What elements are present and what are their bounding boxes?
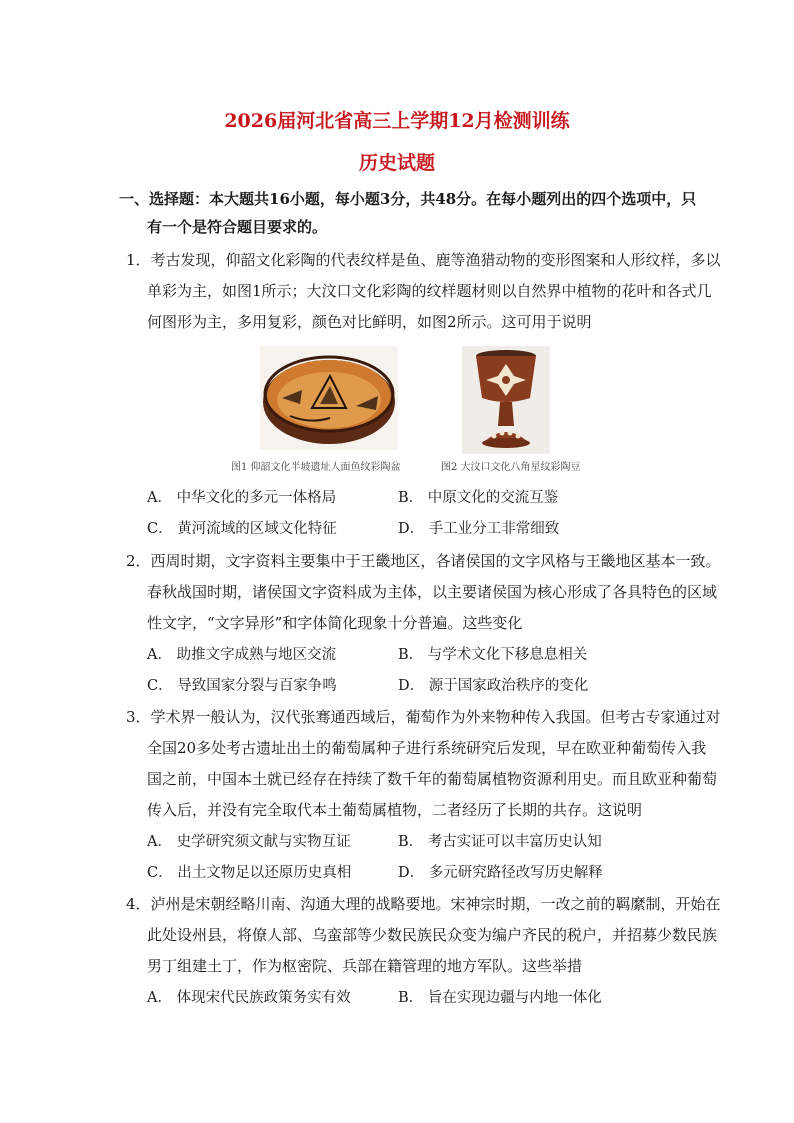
question-1-line-2: 单彩为主，如图1所示；大汶口文化彩陶的纹样题材则以自然界中植物的花叶和各式几 xyxy=(147,282,712,300)
question-2-option-b[interactable]: B． 与学术文化下移息息相关 xyxy=(398,647,588,663)
question-3-line-3: 国之前，中国本土就已经存在持续了数千年的葡萄属植物资源利用史。而且欧亚种葡萄 xyxy=(147,770,718,788)
section-heading-line-1: 一、选择题：本大题共16小题，每小题3分，共48分。在每小题列出的四个选项中，只 xyxy=(119,190,697,208)
section-heading-line-2: 有一个是符合题目要求的。 xyxy=(147,218,328,236)
question-3-option-a[interactable]: A． 史学研究须文献与实物互证 xyxy=(147,834,351,850)
painted-basin-illustration xyxy=(260,346,398,450)
question-4-option-b[interactable]: B． 旨在实现边疆与内地一体化 xyxy=(398,990,602,1006)
figure-2-caption: 图2 大汶口文化八角星纹彩陶豆 xyxy=(441,462,581,473)
question-1-option-d[interactable]: D． 手工业分工非常细致 xyxy=(398,521,560,537)
question-3-line-1: 3．学术界一般认为，汉代张骞通西域后，葡萄作为外来物种传入我国。但考古专家通过对 xyxy=(126,708,721,726)
question-2-line-1: 2．西周时期，文字资料主要集中于王畿地区，各诸侯国的文字风格与王畿地区基本一致。 xyxy=(126,552,721,570)
figure-1-caption: 图1 仰韶文化半坡遗址人面鱼纹彩陶盆 xyxy=(231,462,401,473)
question-4-line-2: 此处设州县，将僚人部、乌蛮部等少数民族民众变为编户齐民的税户，并招募少数民族 xyxy=(147,926,718,944)
question-2-line-3: 性文字，“文字异形”和字体简化现象十分普遍。这些变化 xyxy=(147,614,523,632)
document-subtitle: 历史试题 xyxy=(358,152,435,174)
question-4-line-3: 男丁组建土丁，作为枢密院、兵部在籍管理的地方军队。这些举措 xyxy=(147,957,583,975)
question-1-option-a[interactable]: A． 中华文化的多元一体格局 xyxy=(147,490,337,506)
document-title: 2026届河北省高三上学期12月检测训练 xyxy=(224,110,570,132)
question-2-option-c[interactable]: C． 导致国家分裂与百家争鸣 xyxy=(147,678,337,694)
question-3-line-2: 全国20多处考古遗址出土的葡萄属种子进行系统研究后发现，早在欧亚种葡萄传入我 xyxy=(147,739,707,757)
question-1-option-c[interactable]: C． 黄河流域的区域文化特征 xyxy=(147,521,337,537)
question-4-line-1: 4．泸州是宋朝经略川南、沟通大理的战略要地。宋神宗时期，一改之前的羁縻制，开始在 xyxy=(126,895,721,913)
figure-2-pottery-cup xyxy=(462,346,550,454)
question-2-line-2: 春秋战国时期，诸侯国文字资料成为主体，以主要诸侯国为核心形成了各具特色的区域 xyxy=(147,583,718,601)
question-3-line-4: 传入后，并没有完全取代本土葡萄属植物，二者经历了长期的共存。这说明 xyxy=(147,801,643,819)
question-1-line-3: 何图形为主，多用复彩，颜色对比鲜明，如图2所示。这可用于说明 xyxy=(147,313,592,331)
question-4-option-a[interactable]: A． 体现宋代民族政策务实有效 xyxy=(147,990,351,1006)
painted-cup-illustration xyxy=(462,346,550,454)
question-2-option-d[interactable]: D． 源于国家政治秩序的变化 xyxy=(398,678,589,694)
question-3-option-c[interactable]: C． 出土文物足以还原历史真相 xyxy=(147,865,352,881)
question-2-option-a[interactable]: A． 助推文字成熟与地区交流 xyxy=(147,647,337,663)
figure-1-pottery-basin xyxy=(260,346,398,450)
question-3-option-d[interactable]: D． 多元研究路径改写历史解释 xyxy=(398,865,603,881)
question-1-option-b[interactable]: B． 中原文化的交流互鉴 xyxy=(398,490,559,506)
question-3-option-b[interactable]: B． 考古实证可以丰富历史认知 xyxy=(398,834,602,850)
question-1-line-1: 1．考古发现，仰韶文化彩陶的代表纹样是鱼、鹿等渔猎动物的变形图案和人形纹样，多以 xyxy=(126,251,721,269)
